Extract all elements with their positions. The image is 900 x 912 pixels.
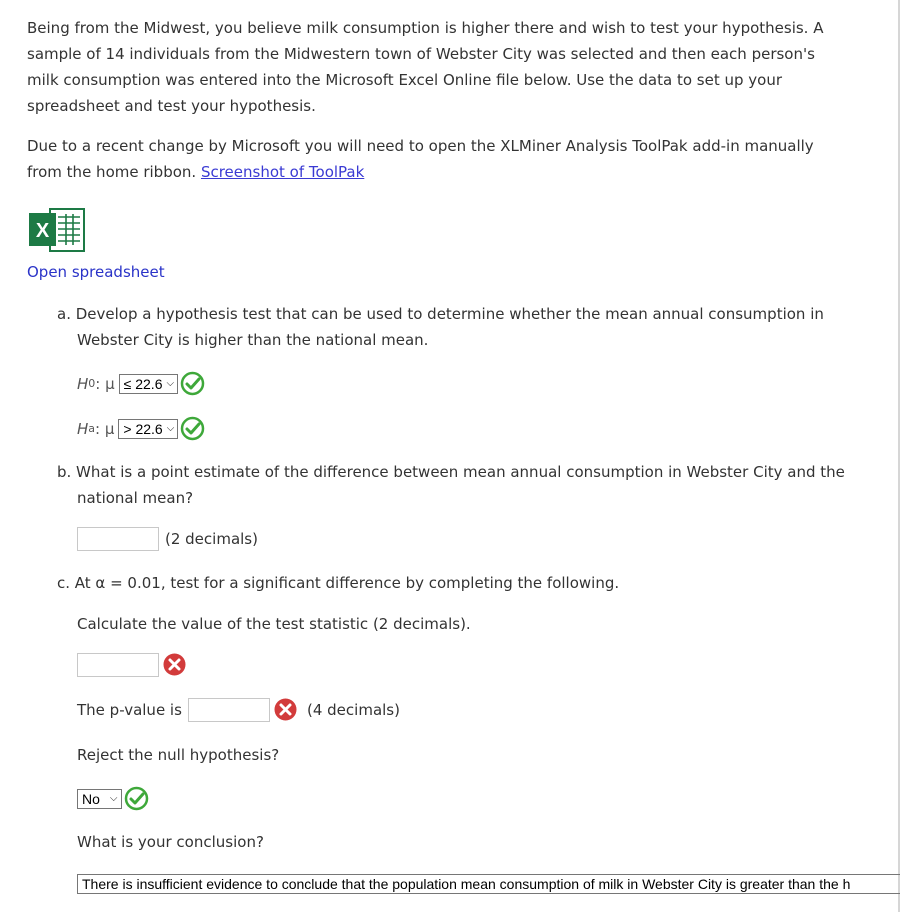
pvalue-prefix: The p-value is: [77, 701, 182, 719]
correct-check-icon: [124, 786, 149, 811]
chevron-down-icon: ⌵: [109, 793, 118, 804]
h0-subscript: 0: [88, 377, 96, 390]
test-statistic-prompt: Calculate the value of the test statistic (2 decimals).: [77, 615, 471, 633]
chevron-down-icon: ⌵: [166, 423, 175, 434]
ha-label: H: [77, 419, 89, 438]
svg-text:X: X: [35, 220, 50, 242]
toolpak-paragraph: [27, 133, 847, 185]
conclusion-prompt: What is your conclusion?: [77, 833, 264, 851]
chevron-down-icon: ⌵: [166, 378, 175, 389]
null-hypothesis-row: [77, 371, 205, 396]
toolpak-screenshot-link[interactable]: Screenshot of ToolPak: [200, 163, 365, 181]
h0-mu: : μ: [95, 374, 115, 393]
h0-select-value: ≤ 22.6: [123, 375, 163, 392]
point-estimate-hint: (2 decimals): [165, 530, 258, 548]
test-statistic-input[interactable]: [77, 653, 159, 677]
pvalue-input[interactable]: [188, 698, 270, 722]
toolpak-text: Due to a recent change by Microsoft you will need to open the XLMiner Analysis ToolPak add-in manually from the home ribbon.: [27, 137, 814, 181]
incorrect-x-icon: [273, 697, 298, 722]
h0-select[interactable]: [119, 374, 178, 394]
question-c: c. At α = 0.01, test for a significant difference by completing the following.: [57, 574, 620, 592]
point-estimate-input[interactable]: [77, 527, 159, 551]
reject-select-value: No: [82, 790, 100, 807]
ha-select[interactable]: [118, 419, 178, 439]
correct-check-icon: [180, 416, 205, 441]
open-spreadsheet-link[interactable]: Open spreadsheet: [27, 263, 165, 281]
question-a: a. Develop a hypothesis test that can be used to determine whether the mean annual consumption in Webster City is higher than the national mean.: [57, 305, 824, 349]
incorrect-x-icon: [162, 652, 187, 677]
intro-paragraph: Being from the Midwest, you believe milk consumption is higher there and wish to test your hypothesis. A sample of 14 individuals from the Midwestern town of Webster City was selected and then each person's milk consumption was entered into the Microsoft Excel Online file below. Use the data to set up your spreadsheet and test your hypothesis.: [27, 19, 824, 115]
conclusion-select[interactable]: There is insufficient evidence to conclude that the population mean consumption of milk in Webster City is greater than the h: [77, 874, 900, 894]
ha-subscript: a: [88, 422, 96, 435]
pvalue-hint: (4 decimals): [307, 701, 400, 719]
ha-mu: : μ: [95, 419, 115, 438]
h0-label: H: [77, 374, 89, 393]
alternative-hypothesis-row: [77, 416, 205, 441]
correct-check-icon: [180, 371, 205, 396]
ha-select-value: > 22.6: [123, 420, 163, 437]
excel-icon[interactable]: [28, 205, 85, 253]
reject-row: [73, 786, 149, 811]
question-b: b. What is a point estimate of the difference between mean annual consumption in Webster City and the national mean?: [57, 463, 845, 507]
reject-prompt: Reject the null hypothesis?: [77, 746, 280, 764]
reject-select[interactable]: [77, 789, 122, 809]
